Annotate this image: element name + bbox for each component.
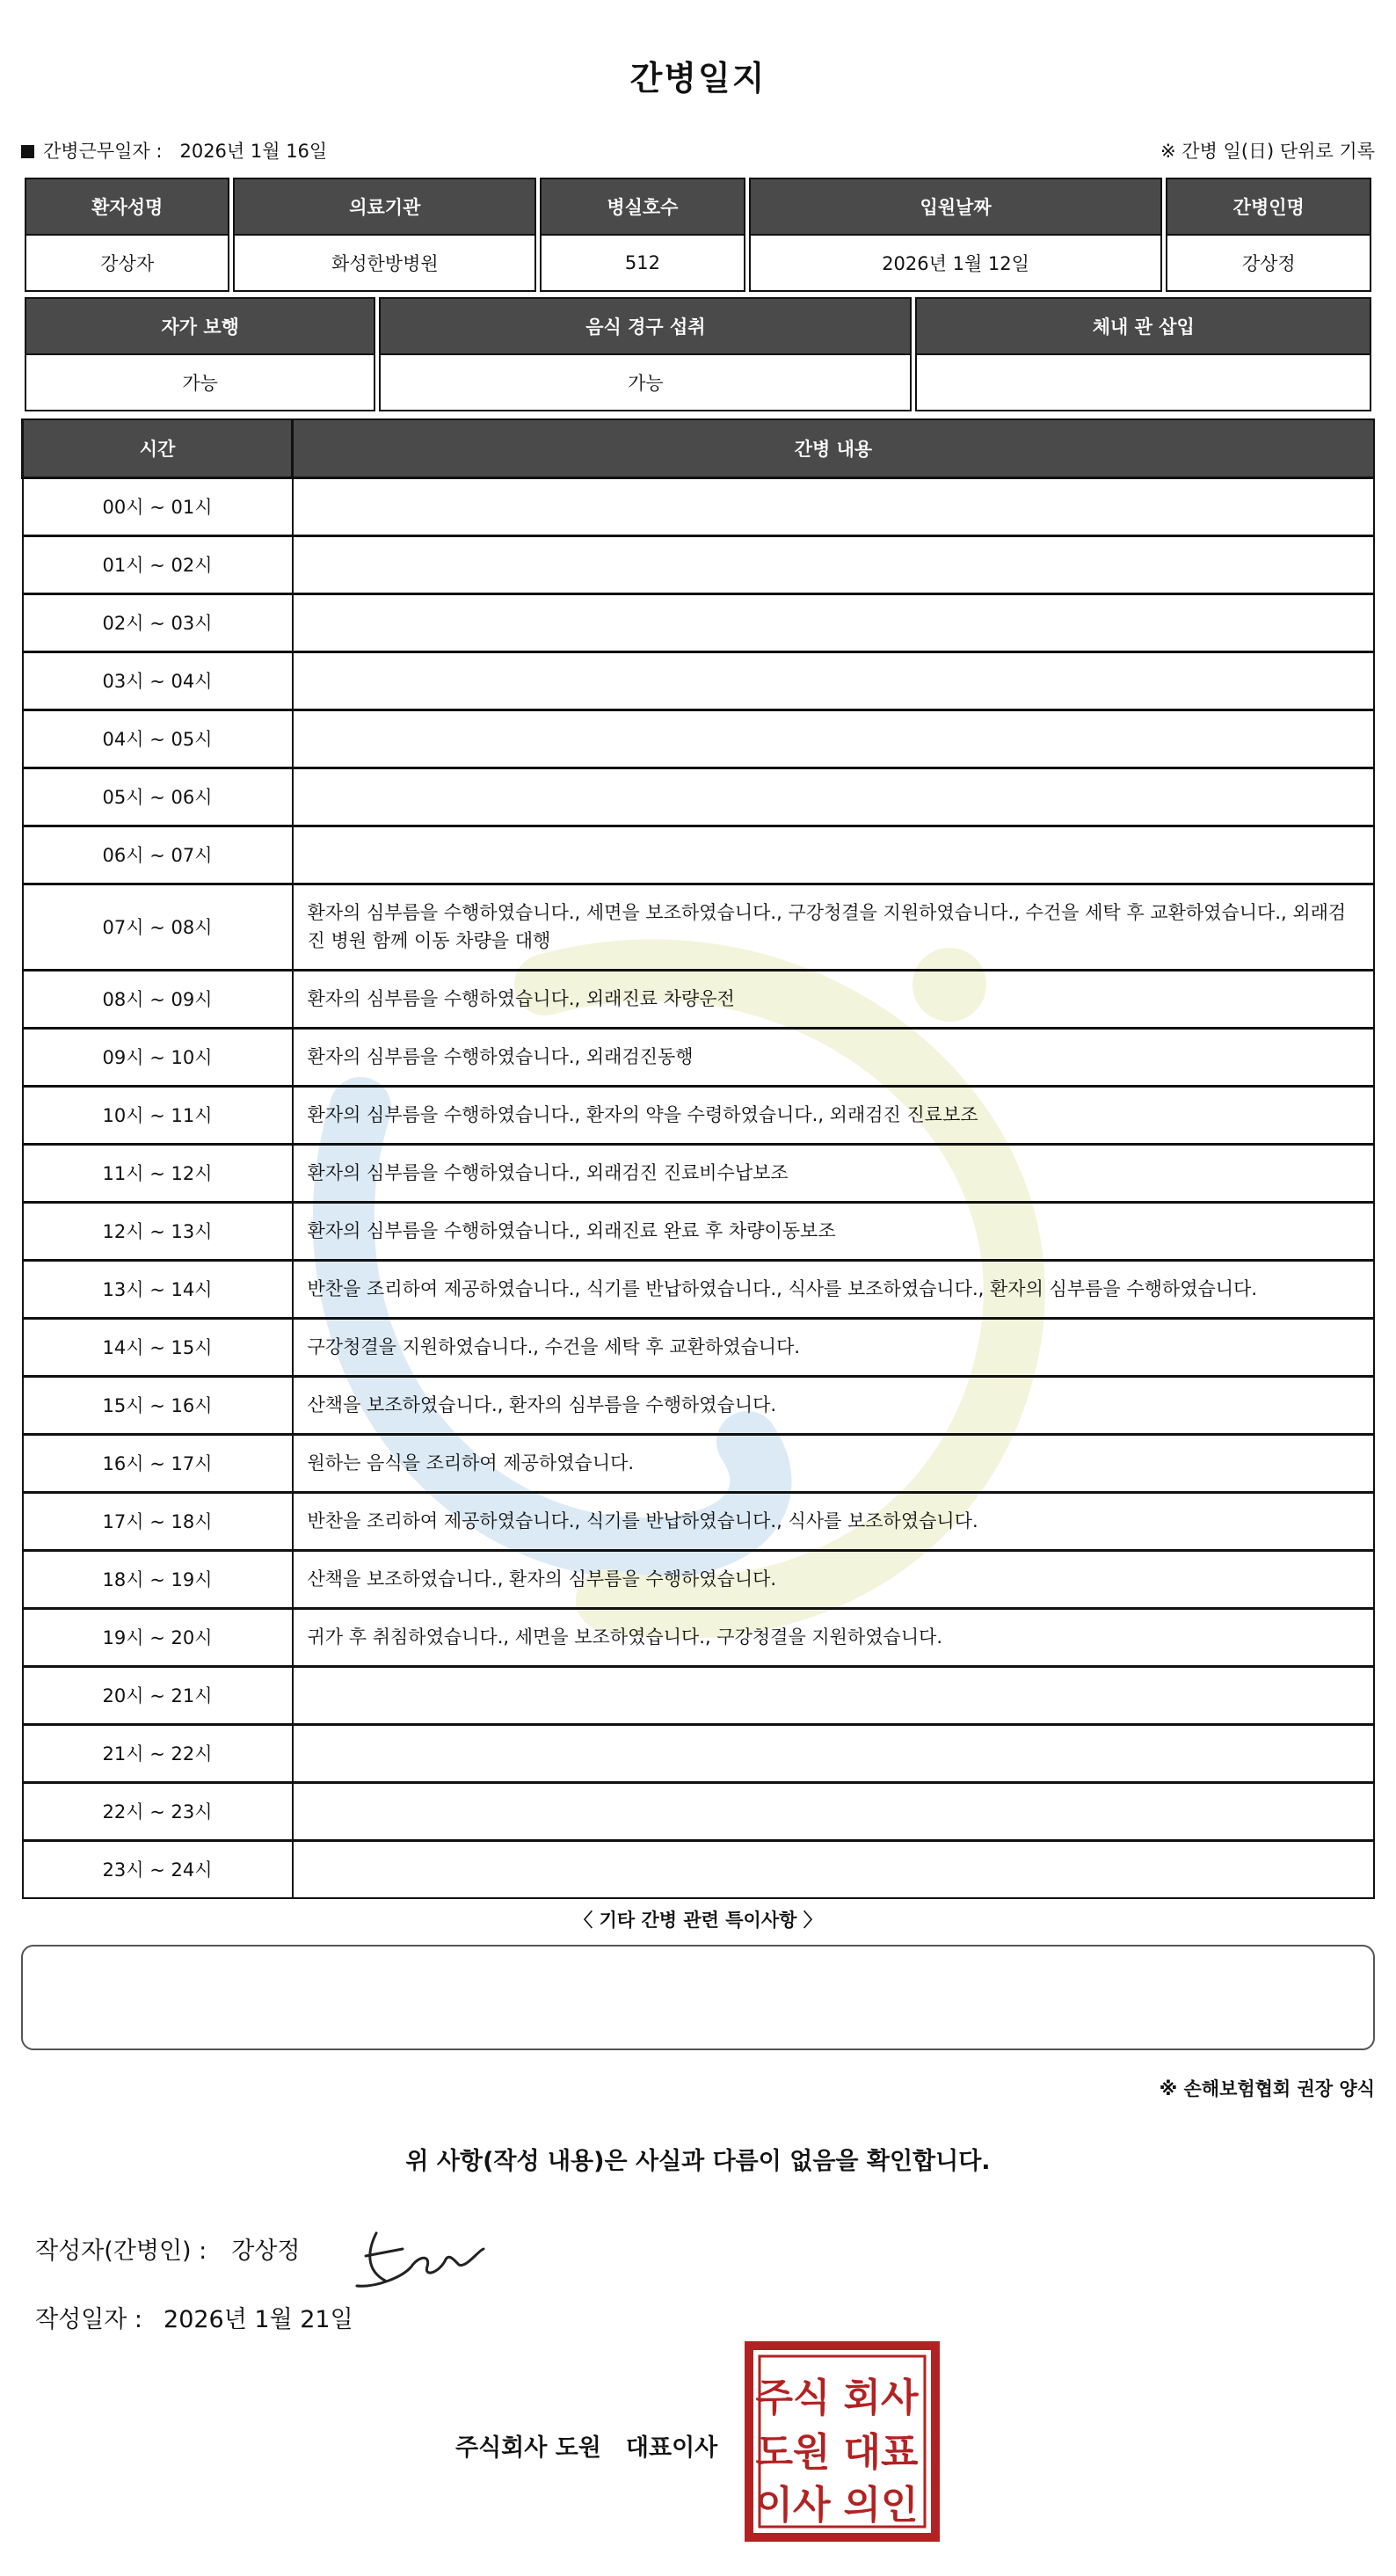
log-content-cell: 환자의 심부름을 수행하였습니다., 외래진료 차량운전 [293, 970, 1375, 1028]
header-oral-intake: 음식 경구 섭취 [379, 297, 912, 355]
care-log-row [23, 1608, 1375, 1666]
institution-name: 화성한방병원 [233, 236, 536, 292]
care-log-row [23, 593, 1375, 651]
log-content-cell [293, 477, 1375, 535]
log-content-cell: 귀가 후 취침하였습니다., 세면을 보조하였습니다., 구강청결을 지원하였습니다. [293, 1608, 1375, 1666]
log-time-cell: 17시 ~ 18시 [23, 1492, 293, 1550]
care-log-row [23, 1724, 1375, 1782]
svg-text:대표: 대표 [843, 2430, 919, 2475]
self-walking-value: 가능 [25, 355, 375, 411]
log-content-cell: 구강청결을 지원하였습니다., 수건을 세탁 후 교환하였습니다. [293, 1318, 1375, 1376]
notes-box [21, 1945, 1375, 2050]
log-content-cell: 환자의 심부름을 수행하였습니다., 외래진료 완료 후 차량이동보조 [293, 1202, 1375, 1260]
log-content-cell [293, 1840, 1375, 1898]
log-content-cell [293, 651, 1375, 709]
header-time: 시간 [23, 419, 293, 477]
company-name: 주식회사 도원 [455, 2434, 601, 2462]
log-time-cell: 12시 ~ 13시 [23, 1202, 293, 1260]
patient-info-header-row [25, 178, 1371, 236]
care-log-row [23, 651, 1375, 709]
header-admission-date: 입원날짜 [749, 178, 1163, 236]
care-log-row [23, 826, 1375, 884]
care-log-row [23, 1086, 1375, 1144]
log-time-cell: 04시 ~ 05시 [23, 709, 293, 768]
header-care-content: 간병 내용 [293, 419, 1375, 477]
written-date-label: 작성일자 : [35, 2306, 143, 2333]
patient-status-table [21, 297, 1375, 411]
svg-text:이사: 이사 [755, 2483, 831, 2528]
patient-status-header-row [25, 297, 1371, 355]
header-patient-name: 환자성명 [25, 178, 229, 236]
author-row [35, 2231, 301, 2266]
log-content-cell [293, 1666, 1375, 1724]
log-time-cell: 01시 ~ 02시 [23, 535, 293, 593]
care-log-row [23, 535, 1375, 593]
patient-name: 강상자 [25, 236, 229, 292]
care-log-row [23, 477, 1375, 535]
header-caregiver-name: 간병인명 [1166, 178, 1371, 236]
author-name: 강상정 [231, 2238, 301, 2265]
log-content-cell: 환자의 심부름을 수행하였습니다., 세면을 보조하였습니다., 구강청결을 지원하였습니다., 수건을 세탁 후 교환하였습니다., 외래검진 병원 함께 이동 차량을 대행 [293, 884, 1375, 970]
care-log-row [23, 1144, 1375, 1202]
record-note: ※ 간병 일(日) 단위로 기록 [1160, 141, 1375, 162]
log-content-cell: 산책을 보조하였습니다., 환자의 심부름을 수행하였습니다. [293, 1550, 1375, 1608]
log-time-cell: 06시 ~ 07시 [23, 826, 293, 884]
care-log-table [21, 418, 1375, 1899]
patient-status-value-row [25, 355, 1371, 411]
log-time-cell: 15시 ~ 16시 [23, 1376, 293, 1434]
format-note: ※ 손해보험협회 권장 양식 [1159, 2078, 1375, 2099]
care-log-row [23, 709, 1375, 768]
log-time-cell: 00시 ~ 01시 [23, 477, 293, 535]
log-content-cell: 반찬을 조리하여 제공하였습니다., 식기를 반납하였습니다., 식사를 보조하였습니다., 환자의 심부름을 수행하였습니다. [293, 1260, 1375, 1318]
care-log-row [23, 1260, 1375, 1318]
svg-text:도원: 도원 [755, 2430, 831, 2475]
care-log-row [23, 970, 1375, 1028]
header-tube-insertion: 체내 관 삽입 [915, 297, 1371, 355]
log-content-cell [293, 535, 1375, 593]
log-time-cell: 19시 ~ 20시 [23, 1608, 293, 1666]
work-date-label: 간병근무일자 : [43, 141, 163, 162]
log-time-cell: 03시 ~ 04시 [23, 651, 293, 709]
author-label: 작성자(간병인) : [35, 2238, 207, 2265]
header-self-walking: 자가 보행 [25, 297, 375, 355]
log-time-cell: 22시 ~ 23시 [23, 1782, 293, 1840]
log-time-cell: 13시 ~ 14시 [23, 1260, 293, 1318]
svg-text:회사: 회사 [843, 2376, 919, 2420]
log-time-cell: 07시 ~ 08시 [23, 884, 293, 970]
log-content-cell [293, 593, 1375, 651]
log-time-cell: 16시 ~ 17시 [23, 1434, 293, 1492]
log-time-cell: 11시 ~ 12시 [23, 1144, 293, 1202]
work-date-value: 2026년 1월 16일 [179, 141, 328, 162]
care-log-row [23, 884, 1375, 970]
patient-info-table [21, 178, 1375, 292]
log-content-cell: 환자의 심부름을 수행하였습니다., 외래검진동행 [293, 1028, 1375, 1086]
oral-intake-value: 가능 [379, 355, 912, 411]
notes-title: 〈 기타 간병 관련 특이사항 〉 [574, 1910, 822, 1931]
care-log-row [23, 1782, 1375, 1840]
log-content-cell [293, 1782, 1375, 1840]
page-title: 간병일지 [629, 59, 767, 98]
company-signature-line [455, 2428, 717, 2463]
room-number: 512 [540, 236, 745, 292]
patient-info-value-row [25, 236, 1371, 292]
log-time-cell: 08시 ~ 09시 [23, 970, 293, 1028]
log-time-cell: 05시 ~ 06시 [23, 768, 293, 826]
care-log-row [23, 1028, 1375, 1086]
care-log-row [23, 1318, 1375, 1376]
care-log-header-row [23, 419, 1375, 477]
care-log-row [23, 1434, 1375, 1492]
care-log-row [23, 768, 1375, 826]
work-date [21, 137, 327, 164]
log-time-cell: 23시 ~ 24시 [23, 1840, 293, 1898]
log-time-cell: 14시 ~ 15시 [23, 1318, 293, 1376]
tube-insertion-value [915, 355, 1371, 411]
admission-date: 2026년 1월 12일 [749, 236, 1163, 292]
svg-text:의인: 의인 [843, 2483, 919, 2528]
log-time-cell: 18시 ~ 19시 [23, 1550, 293, 1608]
log-content-cell [293, 709, 1375, 768]
written-date-row [35, 2300, 353, 2334]
caregiver-name: 강상정 [1166, 236, 1371, 292]
confirmation-statement: 위 사항(작성 내용)은 사실과 다름이 없음을 확인합니다. [405, 2148, 991, 2175]
written-date-value: 2026년 1월 21일 [164, 2306, 353, 2333]
header-room-number: 병실호수 [540, 178, 745, 236]
signature [350, 2216, 491, 2295]
log-time-cell: 10시 ~ 11시 [23, 1086, 293, 1144]
care-log-row [23, 1492, 1375, 1550]
company-seal-stamp [744, 2340, 941, 2543]
care-log-row [23, 1666, 1375, 1724]
log-content-cell [293, 826, 1375, 884]
svg-text:주식: 주식 [755, 2376, 831, 2420]
log-content-cell: 환자의 심부름을 수행하였습니다., 환자의 약을 수령하였습니다., 외래검진 진료보조 [293, 1086, 1375, 1144]
log-time-cell: 21시 ~ 22시 [23, 1724, 293, 1782]
care-log-row [23, 1840, 1375, 1898]
log-content-cell [293, 1724, 1375, 1782]
log-content-cell [293, 768, 1375, 826]
log-time-cell: 09시 ~ 10시 [23, 1028, 293, 1086]
log-time-cell: 02시 ~ 03시 [23, 593, 293, 651]
log-time-cell: 20시 ~ 21시 [23, 1666, 293, 1724]
log-content-cell: 환자의 심부름을 수행하였습니다., 외래검진 진료비수납보조 [293, 1144, 1375, 1202]
care-log-row [23, 1202, 1375, 1260]
care-log-row [23, 1550, 1375, 1608]
log-content-cell: 반찬을 조리하여 제공하였습니다., 식기를 반납하였습니다., 식사를 보조하였습니다. [293, 1492, 1375, 1550]
log-content-cell: 산책을 보조하였습니다., 환자의 심부름을 수행하였습니다. [293, 1376, 1375, 1434]
header-institution: 의료기관 [233, 178, 536, 236]
square-bullet-icon [21, 145, 34, 158]
log-content-cell: 원하는 음식을 조리하여 제공하였습니다. [293, 1434, 1375, 1492]
care-log-row [23, 1376, 1375, 1434]
company-title: 대표이사 [625, 2434, 718, 2462]
